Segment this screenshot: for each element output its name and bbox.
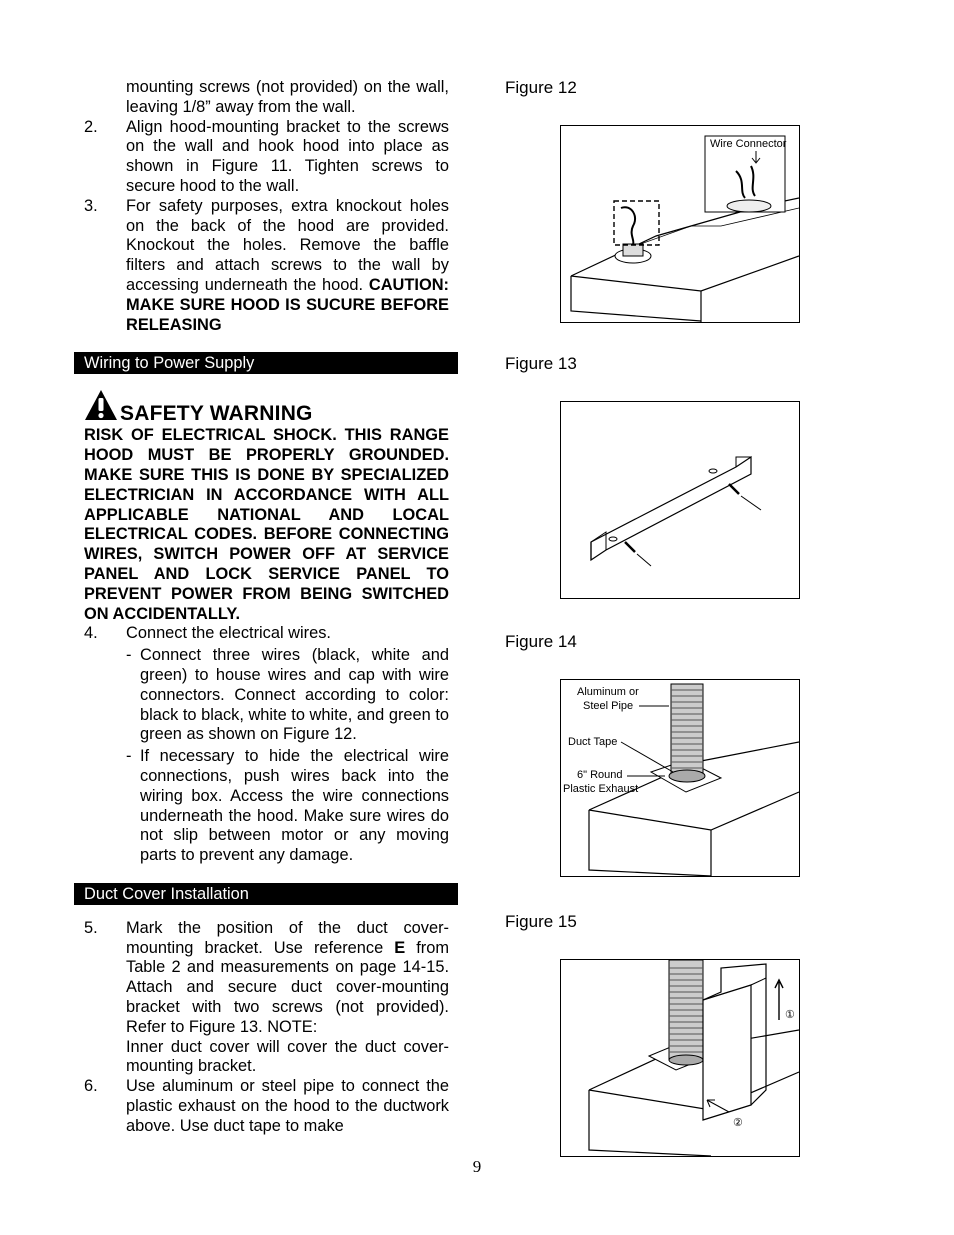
sub-item-2	[84, 747, 449, 866]
item-number: 6.	[84, 1077, 98, 1096]
marker-2: ②	[733, 1117, 743, 1129]
exhaust-callout-line1: 6" Round	[577, 769, 623, 781]
pipe-callout-line1: Aluminum or	[577, 686, 639, 698]
sub-item-text: If necessary to hide the electrical wire connections, push wires back into the wiring box. Access the wire connections underneath the hood. Make sure wires do not slip between motor or any moving parts to prevent any damage.	[140, 747, 449, 865]
item-note: Inner duct cover will cover the duct cover-mounting bracket.	[126, 1037, 449, 1076]
section-heading-wiring: Wiring to Power Supply	[74, 352, 458, 374]
item-text: Connect the electrical wires.	[126, 624, 331, 643]
figure-12	[560, 125, 800, 323]
item-number: 2.	[84, 117, 98, 136]
list-item-5	[84, 919, 449, 1077]
warning-triangle-icon	[84, 389, 118, 427]
marker-1: ①	[785, 1009, 795, 1021]
figure-12-label: Figure 12	[505, 78, 577, 97]
dash-bullet: -	[126, 747, 132, 766]
left-column	[84, 78, 449, 1137]
figure-13	[560, 401, 800, 599]
figure-14	[560, 679, 800, 877]
list-item-1-continuation	[84, 78, 449, 118]
duct-tape-callout: Duct Tape	[568, 736, 618, 748]
page-number: 9	[472, 1157, 482, 1176]
item-text: For safety purposes, extra knockout holes on the back of the hood are provided. Knockout the holes. Remove the baffle filters and attach screws to the wall by accessing underneath the hood.	[126, 196, 449, 294]
safety-warning-title: SAFETY WARNING	[120, 402, 313, 426]
list-item-4	[84, 624, 449, 644]
figure-15	[560, 959, 800, 1157]
figure-13-label: Figure 13	[505, 354, 577, 373]
item-text: Mark the position of the duct cover-mounting bracket. Use reference	[126, 918, 449, 957]
item-text: Align hood-mounting bracket to the screws on the wall and hook hood into place as shown in Figure 11. Tighten screws to secure hood to the wall.	[126, 117, 449, 195]
list-item-6	[84, 1077, 449, 1136]
item-number: 5.	[84, 918, 98, 937]
caution-text: CAUTION: MAKE SURE HOOD IS SUCURE BEFORE RELEASING	[126, 275, 449, 334]
wire-connector-callout: Wire Connector	[710, 138, 787, 150]
list-item-2	[84, 118, 449, 197]
sub-item-text: Connect three wires (black, white and green) to house wires and cap with wire connectors. Connect according to color: black to black, white to white, and green to green as shown on Figure 12.	[140, 646, 449, 744]
item-number: 4.	[84, 624, 98, 643]
item-number: 3.	[84, 196, 98, 215]
list-item-3	[84, 197, 449, 336]
exhaust-callout-line2: Plastic Exhaust	[563, 783, 639, 795]
reference-letter: E	[394, 938, 406, 957]
sub-item-1	[84, 646, 449, 745]
pipe-callout-line2: Steel Pipe	[583, 700, 634, 712]
item-text: from Table 2 and measurements on page 14-15. Attach and secure duct cover-mounting bracket with two screws (not provided). Refer to Figure 13. NOTE:	[126, 938, 449, 1036]
item-text: Use aluminum or steel pipe to connect the plastic exhaust on the hood to the ductwork above. Use duct tape to make	[126, 1077, 449, 1135]
section-heading-duct-cover: Duct Cover Installation	[74, 883, 458, 905]
safety-warning-heading	[84, 388, 449, 426]
figure-15-label: Figure 15	[505, 912, 577, 931]
figure-14-label: Figure 14	[505, 632, 577, 651]
dash-bullet: -	[126, 646, 132, 665]
item-text: mounting screws (not provided) on the wall, leaving 1/8” away from the wall.	[126, 78, 449, 116]
safety-warning-body: RISK OF ELECTRICAL SHOCK. THIS RANGE HOOD MUST BE PROPERLY GROUNDED. MAKE SURE THIS IS DONE BY SPECIALIZED ELECTRICIAN IN ACCORDANCE WITH ALL APPLICABLE NATIONAL AND LOCAL ELECTRICAL CODES. BEFORE CONNECTING WIRES, SWITCH POWER OFF AT SERVICE PANEL AND LOCK SERVICE PANEL TO PREVENT POWER FROM BEING SWITCHED ON ACCIDENTALLY.	[84, 426, 449, 623]
